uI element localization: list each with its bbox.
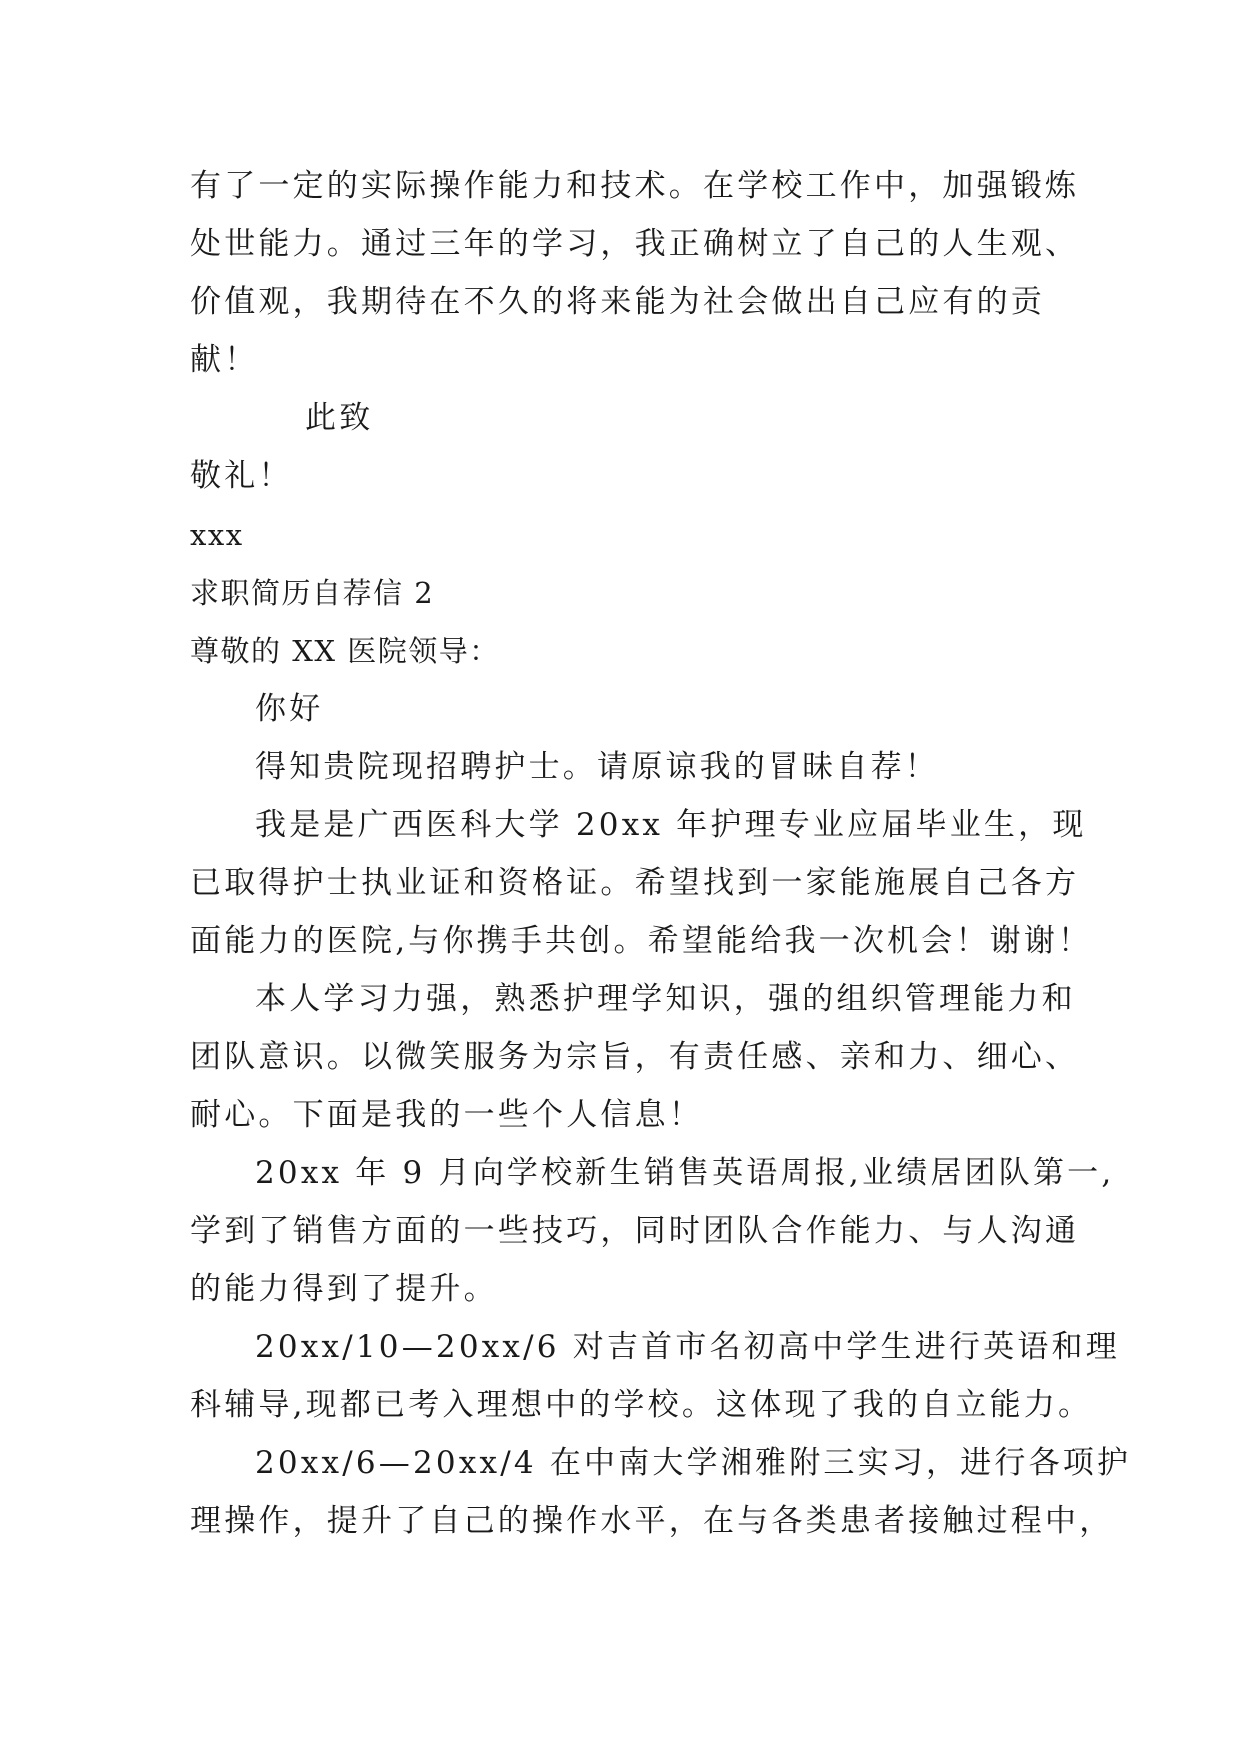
closing-phrase: 此致 bbox=[305, 400, 374, 436]
text-line: 20xx 年 9 月向学校新生销售英语周报,业绩居团队第一, bbox=[255, 1155, 1115, 1191]
closing-salute: 敬礼！ bbox=[190, 458, 293, 494]
text-line: 科辅导,现都已考入理想中的学校。这体现了我的自立能力。 bbox=[190, 1387, 1093, 1423]
text-line: 已取得护士执业证和资格证。希望找到一家能施展自己各方 bbox=[190, 865, 1080, 901]
greeting: 你好 bbox=[255, 691, 324, 727]
text-line: 献！ bbox=[190, 342, 259, 378]
text-line: 价值观，我期待在不久的将来能为社会做出自己应有的贡 bbox=[190, 284, 1045, 320]
signature: xxx bbox=[190, 518, 244, 552]
text-line: 的能力得到了提升。 bbox=[190, 1271, 498, 1307]
text-line: 面能力的医院,与你携手共创。希望能给我一次机会！谢谢！ bbox=[190, 923, 1093, 959]
intro-line: 得知贵院现招聘护士。请原谅我的冒昧自荐！ bbox=[255, 749, 939, 785]
salutation: 尊敬的 XX 医院领导： bbox=[190, 634, 500, 668]
text-line: 20xx/6—20xx/4 在中南大学湘雅附三实习，进行各项护 bbox=[255, 1445, 1132, 1481]
text-line: 学到了销售方面的一些技巧，同时团队合作能力、与人沟通 bbox=[190, 1213, 1080, 1249]
text-line: 处世能力。通过三年的学习，我正确树立了自己的人生观、 bbox=[190, 226, 1080, 262]
text-line: 20xx/10—20xx/6 对吉首市名初高中学生进行英语和理 bbox=[255, 1329, 1120, 1365]
text-line: 理操作，提升了自己的操作水平，在与各类患者接触过程中， bbox=[190, 1503, 1114, 1539]
text-line: 本人学习力强，熟悉护理学知识，强的组织管理能力和 bbox=[255, 981, 1076, 1017]
text-line: 有了一定的实际操作能力和技术。在学校工作中，加强锻炼 bbox=[190, 168, 1080, 204]
section-title: 求职简历自荐信 2 bbox=[190, 576, 435, 610]
text-line: 团队意识。以微笑服务为宗旨，有责任感、亲和力、细心、 bbox=[190, 1039, 1080, 1075]
text-line: 耐心。下面是我的一些个人信息！ bbox=[190, 1097, 703, 1133]
text-line: 我是是广西医科大学 20xx 年护理专业应届毕业生，现 bbox=[255, 807, 1087, 843]
